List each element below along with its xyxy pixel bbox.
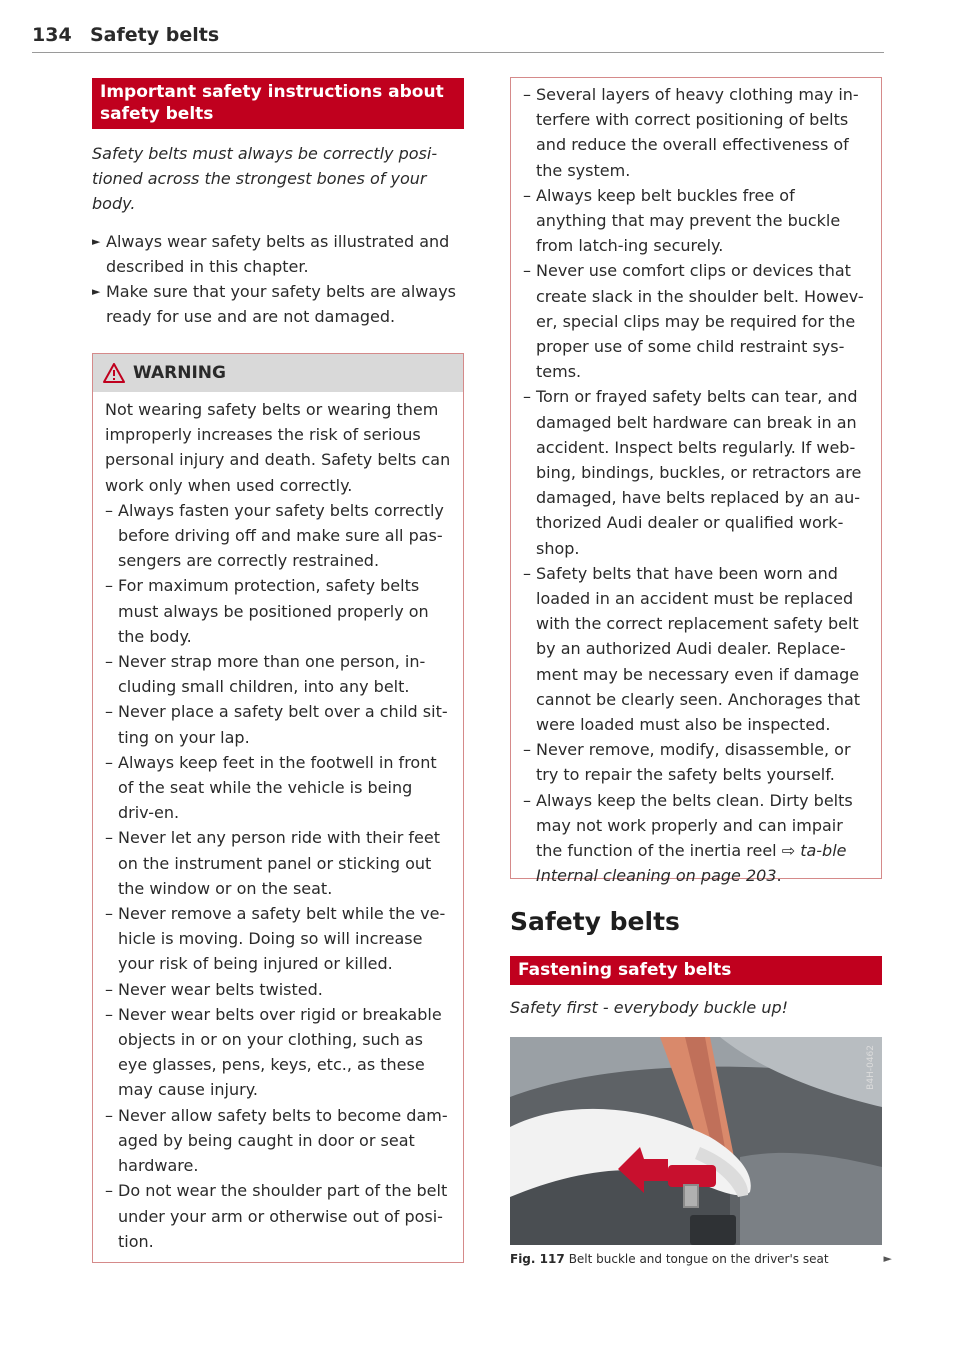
figure-code: B4H-0462: [866, 1045, 876, 1090]
right-column: [510, 77, 892, 1266]
intro-text: Safety belts must always be correctly posi-tioned across the strongest bones of your body.: [92, 144, 438, 213]
instruction-item: [92, 229, 464, 279]
warning-intro: Not wearing safety belts or wearing them improperly increases the risk of serious personal injury and death. Safety belts can work only when used correctly.: [105, 400, 451, 495]
instruction-item: [92, 279, 464, 329]
section-title: Safety belts: [510, 907, 680, 936]
bullet-arrow-icon: ►: [92, 285, 101, 298]
warning-list-continued: [523, 82, 869, 889]
left-column: [92, 78, 464, 1263]
warning-item: – Never strap more than one person, in-cluding small children, into any belt.: [105, 652, 426, 697]
instruction-text: Always wear safety belts as illustrated and described in this chapter.: [106, 232, 450, 276]
instruction-list: [92, 229, 464, 329]
warning-item: – Never wear belts over rigid or breakable objects in or on your clothing, such as eye glasses, pens, keys, etc., as these may cause injury.: [105, 1004, 442, 1100]
cross-reference-arrow-icon: ⇨: [781, 841, 801, 861]
figure-label: Fig. 117: [510, 1252, 565, 1266]
warning-label: WARNING: [133, 363, 226, 383]
warning-item: – Always fasten your safety belts correctly before driving off and make sure all pas-sengers are correctly restrained.: [105, 500, 444, 571]
warning-item: – Always keep feet in the footwell in front of the seat while the vehicle is being driv-en.: [105, 752, 437, 823]
cross-reference-link[interactable]: ta-ble Internal cleaning on page 203: [536, 841, 847, 886]
bullet-arrow-icon: ►: [92, 235, 101, 248]
fastening-heading: Fastening safety belts: [510, 956, 882, 985]
warning-item: – Never wear belts twisted.: [105, 979, 323, 999]
page-header: [32, 24, 884, 53]
instruction-text: Make sure that your safety belts are always ready for use and are not damaged.: [106, 282, 456, 326]
warning-item: – For maximum protection, safety belts must always be positioned properly on the body.: [105, 576, 429, 646]
warning-item: – Safety belts that have been worn and loaded in an accident must be replaced with the correct replacement safety belt by an authorized Audi dealer. Replace-ment may be necessary even if damage cannot be clearly seen. Anchorages that were loaded must also be inspected.: [523, 563, 861, 735]
warning-item: – Several layers of heavy clothing may in-terfere with correct positioning of belts and reduce the overall effectiveness of the system.: [523, 85, 859, 180]
warning-item: – Never remove, modify, disassemble, or try to repair the safety belts yourself.: [523, 740, 851, 785]
warning-box: [92, 353, 464, 1263]
warning-body: [93, 392, 463, 1262]
belt-buckle-illustration: [510, 1037, 882, 1245]
fastening-lead: Safety first - everybody buckle up!: [510, 998, 789, 1017]
safety-instructions-heading: Important safety instructions about safety belts: [92, 78, 464, 129]
figure-belt-buckle: [510, 1037, 882, 1245]
warning-item: – Never let any person ride with their feet on the instrument panel or sticking out the window or on the seat.: [105, 828, 440, 898]
warning-triangle-icon: [103, 363, 125, 383]
page-number: 134: [32, 24, 72, 46]
warning-item: – Do not wear the shoulder part of the belt under your arm or otherwise out of posi-tion.: [105, 1181, 448, 1251]
figure-caption: [510, 1250, 892, 1268]
continue-arrow-icon: ►: [883, 1252, 892, 1265]
figure-caption-text: Belt buckle and tongue on the driver's seat: [568, 1252, 829, 1266]
warning-item: – Always keep the belts clean. Dirty belts may not work properly and can impair the function of the inertia reel ⇨ ta-ble Internal cleaning on page 203.: [523, 790, 853, 886]
warning-item: – Never use comfort clips or devices that create slack in the shoulder belt. Howev-er, special clips may be required for the proper use of some child restraint sys-tems.: [523, 261, 864, 382]
running-section-title: Safety belts: [90, 24, 220, 46]
warning-item: – Never place a safety belt over a child sit-ting on your lap.: [105, 702, 448, 747]
warning-item: – Never remove a safety belt while the ve-hicle is moving. Doing so will increase your risk of being injured or killed.: [105, 904, 446, 974]
warning-item: – Never allow safety belts to become dam-aged by being caught in door or seat hardware.: [105, 1105, 448, 1176]
warning-item: – Always keep belt buckles free of anything that may prevent the buckle from latch-ing securely.: [523, 185, 841, 256]
warning-continuation-box: [510, 77, 882, 886]
warning-list: [105, 498, 451, 1254]
warning-header: [93, 354, 463, 392]
warning-item: – Torn or frayed safety belts can tear, and damaged belt hardware can break in an accident. Inspect belts regularly. If web-bing, bindings, buckles, or retractors are damaged, have belts replaced by an au-thorized Audi dealer or qualified work-shop.: [523, 387, 862, 558]
